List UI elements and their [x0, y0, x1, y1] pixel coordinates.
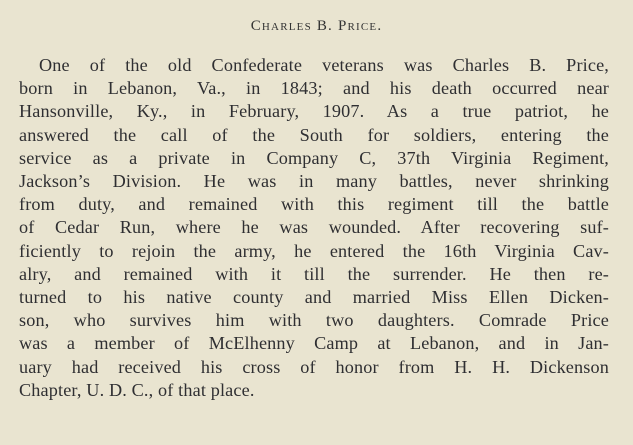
text-line: turned to his native county and married Miss Ellen Dicken-: [19, 287, 609, 308]
text-line: uary had received his cross of honor from H. H. Dickenson: [19, 356, 609, 377]
text-line: ficiently to rejoin the army, he entered the 16th Virginia Cav-: [19, 240, 609, 261]
text-line: Jackson’s Division. He was in many battles, never shrinking: [19, 171, 609, 192]
article-heading: Charles B. Price.: [250, 18, 383, 34]
text-line: of Cedar Run, where he was wounded. After recovering suf-: [19, 217, 609, 238]
text-line: service as a private in Company C, 37th Virginia Regiment,: [19, 147, 609, 168]
text-line: born in Lebanon, Va., in 1843; and his death occurred near: [19, 78, 609, 99]
text-line: answered the call of the South for soldiers, entering the: [19, 124, 609, 145]
text-line: son, who survives him with two daughters. Comrade Price: [19, 310, 609, 331]
text-line: from duty, and remained with this regiment till the battle: [19, 194, 609, 215]
text-line: Hansonville, Ky., in February, 1907. As a true patriot, he: [19, 101, 609, 122]
text-line: was a member of McElhenny Camp at Lebanon, and in Jan-: [19, 333, 609, 354]
text-line: Chapter, U. D. C., of that place.: [19, 379, 255, 400]
text-line: alry, and remained with it till the surrender. He then re-: [19, 263, 609, 284]
article-body: [19, 54, 609, 402]
text-line: One of the old Confederate veterans was Charles B. Price,: [39, 55, 609, 75]
